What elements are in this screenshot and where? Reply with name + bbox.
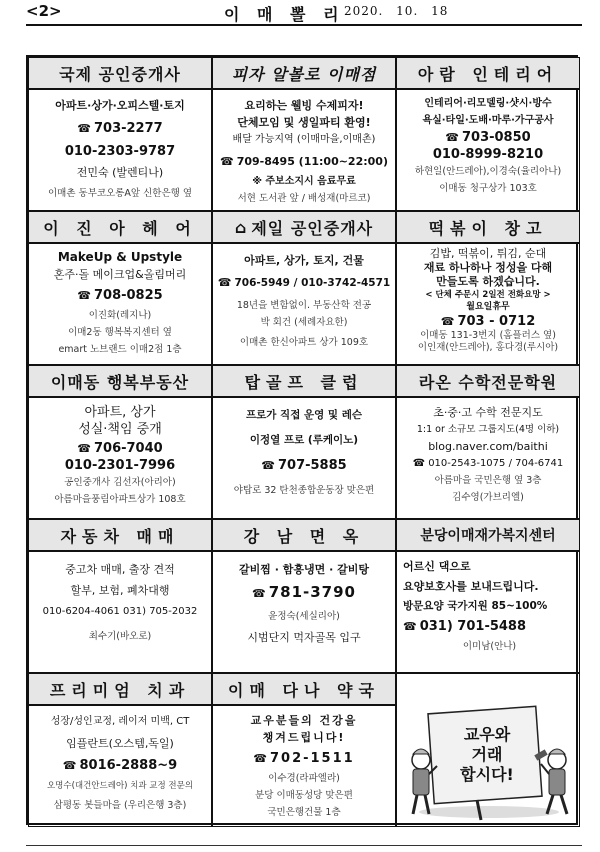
ad-title: 피자 알볼로 이매점 [213, 58, 395, 90]
phone-icon: ☎ [412, 458, 426, 469]
ad-car-trading [28, 519, 212, 673]
ad-top-golf-club [212, 365, 396, 519]
blog-url: blog.naver.com/baithi [428, 440, 548, 453]
ad-title-text: 제일 공인중개사 [251, 218, 374, 238]
phone-number: 709-8495 (11:00~22:00) [236, 155, 388, 168]
phone-number: 707-5885 [277, 458, 347, 473]
address: 이매촌 한신아파트 상가 109호 [239, 337, 369, 348]
ad-title: 탑골프 클럽 [213, 366, 395, 398]
ad-title: 국제 공인중개사 [29, 58, 211, 90]
owner-name: 하현일(안드레아),이경숙(율리아나) [414, 166, 562, 177]
address: emart 노브랜드 이매2점 1층 [58, 344, 182, 355]
address: 아름마을 국민은행 옆 3층 [434, 475, 542, 486]
ad-line: 중고차 매매, 출장 견적 [65, 563, 175, 576]
phone-number: 8016-2888~9 [79, 758, 178, 773]
header-divider [26, 24, 582, 26]
ad-line: 초·중·고 수학 전문지도 [433, 406, 543, 419]
ad-line: ※ 주보소지시 음료무료 [252, 176, 356, 187]
promo-illustration [396, 673, 580, 827]
phone-number: 703-2277 [93, 121, 163, 136]
owner-name: 이미남(안나) [462, 641, 517, 652]
ad-title: 자동차 매매 [29, 520, 211, 552]
ad-line: 할부, 보험, 폐차대행 [70, 584, 170, 597]
address: 이매촌 동부코오롱A앞 신한은행 옆 [47, 188, 193, 199]
ad-title: 분당이매재가복지센터 [397, 520, 579, 552]
address: 이매동 청구상가 103호 [439, 183, 537, 194]
address: 이매동 131-3번지 (홈플러스 옆) [420, 330, 556, 341]
ad-line: 성실·책임 중개 [78, 422, 162, 437]
ad-leejina-hair [28, 211, 212, 365]
ad-title: 떡볶이 창고 [397, 212, 579, 244]
address: 삼평동 봇들마을 (우리은행 3층) [53, 800, 187, 811]
ad-line: 갈비찜 · 함흥냉면 · 갈비탕 [239, 563, 369, 576]
ad-line: 만들도록 하겠습니다. [436, 275, 540, 288]
ad-tteokbokki-warehouse [396, 211, 580, 365]
phone-number: 010-6204-4061 031) 705-2032 [42, 606, 198, 617]
ad-line: 방문요양 국가지원 85~100% [403, 600, 548, 612]
ad-title: 라온 수학전문학원 [397, 366, 579, 398]
owner-name: 박 회건 (세례자요한) [260, 317, 348, 328]
ad-bundang-welfare-center [396, 519, 580, 673]
phone-icon: ☎ [217, 276, 232, 289]
phone-number: 706-7040 [93, 441, 163, 456]
ad-title: 프리미엄 치과 [29, 674, 211, 706]
ad-line: 임플란트(오스템,독일) [66, 737, 174, 750]
ad-line: 단체모임 및 생일파티 환영! [237, 116, 371, 129]
page-header [26, 2, 582, 22]
phone-number: 031) 701-5488 [419, 619, 527, 634]
phone-number: 706-5949 / 010-3742-4571 [234, 277, 391, 289]
ad-line: 혼주·돌 메이크업&올림머리 [53, 268, 187, 281]
ad-line: 인테리어·리모델링·샷시·방수 [424, 98, 552, 109]
ad-title: 이매동 행복부동산 [29, 366, 211, 398]
ad-title: 이매 다나 약국 [213, 674, 395, 706]
address: 서현 도서관 앞 / 배성재(마르코) [237, 193, 371, 204]
address: 아름마을풍림아파트상가 108호 [54, 494, 186, 505]
ad-title [213, 212, 395, 244]
phone-icon: ☎ [252, 587, 266, 600]
phone-number: 703 - 0712 [457, 314, 536, 329]
ad-line: 재료 하나하나 정성을 다해 [423, 261, 553, 274]
phone-number: 702-1511 [269, 751, 355, 766]
house-icon: ⌂ [234, 217, 248, 237]
phone-icon: ☎ [440, 315, 455, 328]
ad-line: 월요일휴무 [466, 302, 510, 312]
address: 분당 이매동성당 맞은편 [255, 790, 353, 801]
ad-line: 교우분들의 건강을 [250, 714, 358, 727]
phone-number: 703-0850 [461, 130, 531, 145]
phone-icon: ☎ [220, 155, 234, 168]
ad-haengbok-realty [28, 365, 212, 519]
owner-name: 이진화(레지나) [88, 310, 152, 321]
ad-line: MakeUp & Upstyle [57, 250, 183, 264]
ad-line: 프로가 직접 운영 및 레슨 [245, 409, 363, 421]
phone-icon: ☎ [253, 752, 267, 765]
ad-title: 강 남 면 옥 [213, 520, 395, 552]
ad-line: 요리하는 웰빙 수제피자! [244, 99, 364, 112]
owner-name: 전민숙 (발렌티나) [76, 166, 164, 179]
ad-alvolo-pizza [212, 57, 396, 211]
footer-divider [26, 845, 582, 846]
ad-title: 아람 인테리어 [397, 58, 579, 90]
ad-premium-dental [28, 673, 212, 827]
ad-aram-interior [396, 57, 580, 211]
owner-name: 이인재(안드레아), 홍다경(루시아) [417, 342, 559, 353]
phone-number: 781-3790 [268, 583, 356, 601]
ad-line: 요양보호사를 보내드립니다. [403, 580, 539, 593]
ad-title: 이 진 아 헤 어 [29, 212, 211, 244]
ad-line: 어르신 댁으로 [403, 560, 471, 573]
sign-line-2: 거래 [471, 745, 503, 764]
ad-line: 1:1 or 소규모 그룹지도(4명 이하) [416, 424, 560, 435]
ad-line: 아파트, 상가, 토지, 건물 [244, 254, 364, 267]
address: 시범단지 먹자골목 입구 [247, 631, 361, 644]
mobile-number: 010-2301-7996 [64, 458, 176, 473]
phone-icon: ☎ [261, 459, 275, 472]
phone-icon: ☎ [77, 442, 91, 455]
owner-name: 윤정숙(세실리아) [268, 611, 340, 622]
ad-line: < 단체 주문시 2일전 전화요망 > [425, 290, 551, 300]
phone-icon: ☎ [62, 759, 77, 772]
ad-raon-math-academy [396, 365, 580, 519]
phone-icon: ☎ [77, 122, 91, 135]
ad-line: 아파트, 상가 [84, 405, 156, 420]
bulletin-name: 이 매 뽈 리 [224, 5, 345, 24]
phone-number: 010-2543-1075 / 704-6741 [428, 458, 564, 469]
ad-line: 배달 가능지역 (이매마을,이매촌) [232, 134, 376, 145]
owner-name: 최수기(바오로) [88, 631, 152, 642]
ad-line: 김밥, 떡볶이, 튀김, 순대 [429, 247, 547, 260]
ad-grid [26, 55, 578, 825]
phone-icon: ☎ [403, 620, 417, 633]
phone-icon: ☎ [77, 289, 91, 302]
mobile-number: 010-8999-8210 [432, 147, 544, 162]
ad-line: 18년을 변함없이. 부동산학 전공 [236, 300, 372, 311]
ad-line: 이정열 프로 (루케이노) [249, 434, 359, 446]
ad-line: 욕실·타일·도배·마루·가구공사 [422, 115, 554, 126]
ad-line: 챙겨드립니다! [262, 731, 346, 744]
ad-gukje-realty [28, 57, 212, 211]
address: 야탑로 32 탄천종합운동장 맞은편 [233, 485, 375, 496]
ad-line: 아파트·상가·오피스텔·토지 [55, 99, 185, 112]
owner-name: 이수경(라파엘라) [268, 773, 340, 784]
owner-name: 오명수(대건안드레아) 치과 교정 전문의 [46, 781, 194, 791]
sign-line-1: 교우와 [463, 725, 511, 744]
workers-with-sign-illustration [397, 674, 580, 827]
phone-number: 708-0825 [93, 288, 163, 303]
ad-dana-pharmacy [212, 673, 396, 827]
issue-date: 2020. 10. 18 [344, 4, 449, 18]
ad-line: 성장/성인교정, 레이저 미백, CT [50, 716, 190, 727]
page-number: <2> [26, 2, 62, 20]
sign-line-3: 합시다! [460, 765, 514, 784]
owner-name: 김수영(가브리엘) [452, 492, 524, 503]
address: 국민은행건물 1층 [267, 807, 341, 818]
phone-icon: ☎ [445, 131, 459, 144]
ad-gangnam-myeonok [212, 519, 396, 673]
owner-name: 공인중개사 김선자(아리아) [64, 477, 176, 488]
address: 이매2동 행복복지센터 옆 [68, 327, 172, 338]
ad-jeil-realty [212, 211, 396, 365]
mobile-number: 010-2303-9787 [64, 144, 176, 159]
